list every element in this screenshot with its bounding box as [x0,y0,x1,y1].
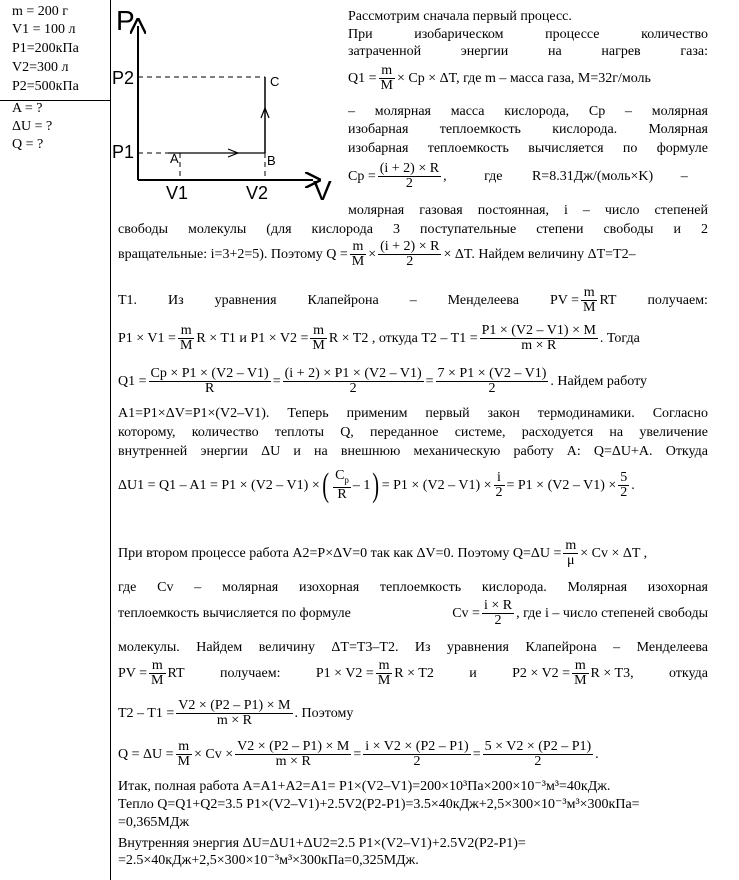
point-c-label: C [270,74,280,89]
fraction-q2-b: $\frac{i \times V2 \times (P2 - P1)}{2}$ [365,739,469,770]
fraction-m-over-m-7: $\frac{m}{M}$ [377,658,391,689]
fraction-q1-7: $\frac{7 \times P1 \times (V2 - V1)}{2}$ [437,366,547,397]
fraction-m-over-m-2: $\frac{m}{M}$ [351,239,365,270]
find-q: Q = ? [12,137,44,152]
solution-line-15: A1=P1×ΔV=P1×(V2–V1). Теперь применим первый закон термодинамики. Согласно [118,406,708,421]
solution-line-2: При изобарическом процессе количество [348,27,708,42]
fraction-i-r-over-2: $\frac{i \times R}{2}$ [483,598,513,629]
given-p1: P1=200кПа [12,41,79,56]
result-heat: Тепло Q=Q1+Q2=3.5 P1×(V2–V1)+2.5V2(P2-P1)=3.5×40кДж+2,5×300×10⁻³м³×300кПа= [118,797,640,812]
formula-du1: ΔU1 = Q1 – A1 = P1 × (V2 – V1) ×( $\frac{C_p}{R}$ – 1) = P1 × (V2 – V1) × $\frac{i}{2}$ = P1 × (V2 – V1) × $\frac{5}{2}$ . [118,466,635,504]
fraction-i-plus-2-r: $\frac{(i + 2) \times R}{2}$ [380,239,440,270]
q1-explanation: , где m – масса газа, M=32г/моль [456,71,651,86]
fraction-delta-t: $\frac{P1 \times (V2 - V1) \times M}{m \times R}$ [481,323,596,354]
solution-line-20: где Cv – молярная изохорная теплоемкость кислорода. Молярная изохорная [118,580,708,595]
formula-cp: Cp = $\frac{(i + 2) \times R}{2}$ , где R=8.31Дж/(моль×K) – [348,161,688,192]
formula-clapeyron-2: PV = $\frac{m}{M}$ RT получаем: P1 × V2 = $\frac{m}{M}$ R × T2 и P2 × V2 = $\frac{m}{M}$ R × T3, откуда [118,658,708,689]
solution-line-16: которому, количество теплоты Q, переданное системе, расходуется на увеличение [118,425,708,440]
formula-q1 [348,62,708,96]
result-work: Итак, полная работа A=A1+A2=A1= P1×(V2–V1)=200×10³Па×200×10⁻³м³=40кДж. [118,779,611,794]
solution-line-6: изобарная теплоемкость кислорода. Молярная [348,122,708,137]
fraction-delta-t-2: $\frac{V2 \times (P2 - P1) \times M}{m \times R}$ [178,698,291,729]
q1-rest: × Cp × ΔT [396,71,457,86]
formula-t2-t1-isochoric: T2 – T1 = $\frac{V2 \times (P2 - P1) \times M}{m \times R}$ . Поэтому [118,698,354,729]
given-v1: V1 = 100 л [12,22,76,37]
fraction-m-over-m-9: $\frac{m}{M}$ [177,739,190,770]
given-v2: V2=300 л [12,60,69,75]
solution-line-22: молекулы. Найдем величину ΔT=T3–T2. Из уравнения Клапейрона – Менделеева [118,640,708,655]
fraction-5-over-2: $\frac{5}{2}$ [620,470,628,501]
fraction-cp: $\frac{(i + 2) \times R}{2}$ [379,161,440,192]
find-a: A = ? [12,101,43,116]
solution-line-3: затраченной энергии на нагрев газа: [348,44,708,59]
fraction-m-over-m-6: $\frac{m}{M}$ [151,658,164,689]
v1-label: V1 [166,183,189,200]
solution-line-17: внутренней энергии ΔU и на внешнюю механическую работу A: Q=ΔU+A. Откуда [118,444,708,459]
find-du: ΔU = ? [12,119,53,134]
fraction-m-over-m-8: $\frac{m}{M}$ [574,658,587,689]
solution-line-7: изобарная теплоемкость вычисляется по формуле [348,141,708,156]
given-m: m = 200 г [12,4,69,19]
result-internal-energy-value: =2.5×40кДж+2,5×300×10⁻³м³×300кПа=0,325МДж. [118,853,419,868]
fraction-m-over-m-5: $\frac{m}{M}$ [312,323,325,354]
p2-label: P2 [112,68,135,88]
result-heat-value: =0,365МДж [118,815,190,830]
given-p2: P2=500кПа [12,79,79,94]
fraction-i-over-2: $\frac{i}{2}$ [495,470,503,501]
fraction-m-over-mu: $\frac{m}{\mu}$ [565,538,577,569]
fraction-cp-over-r: $\frac{C_p}{R}$ [335,468,349,503]
result-internal-energy: Внутренняя энергия ΔU=ΔU1+ΔU2=2.5 P1×(V2–V1)+2.5V2(P2-P1)= [118,836,526,851]
formula-q-isobaric: вращательные: i=3+2=5). Поэтому Q = $\frac{m}{M}$ × $\frac{(i + 2) \times R}{2}$ × ΔT. Найдем величину ΔT=T2– [118,239,636,270]
q1-label: Q1 = [348,71,377,86]
formula-q1-result: Q1 = $\frac{Cp \times P1 \times (V2 - V1)}{R}$ = $\frac{(i + 2) \times P1 \times (V2 - V1)}{2}$ = $\frac{7 \times P1 \times (V2 - V1)}{2}$ . Найдем работу [118,366,648,397]
fraction-q1-cp: $\frac{Cp \times P1 \times (V2 - V1)}{R}$ [150,366,269,397]
point-b-label: B [267,153,276,168]
fraction-m-over-m-4: $\frac{m}{M}$ [179,323,193,354]
fraction-m-over-m-3: $\frac{m}{M}$ [582,285,596,316]
formula-cv: теплоемкость вычисляется по формуле Cv = $\frac{i \times R}{2}$ , где i – число степеней свободы [118,598,708,629]
fraction-q2-c: $\frac{5 \times V2 \times (P2 - P1)}{2}$ [484,739,592,770]
formula-clapeyron: T1. Из уравнения Клапейрона – Менделеева PV = $\frac{m}{M}$ RT получаем: [118,285,708,316]
solution-line-10: свободы молекулы (для кислорода 3 поступательные степени свободы и 2 [118,222,708,237]
formula-q-isochoric: При втором процессе работа A2=P×ΔV=0 так как ΔV=0. Поэтому Q=ΔU = $\frac{m}{\mu}$ × Cv × ΔT , [118,538,648,569]
point-a-label: A [170,151,179,166]
fraction-m-over-m: $\frac{m}{M}$ [380,63,393,94]
solution-line-5: – молярная масса кислорода, Cp – молярная [348,104,708,119]
p-axis-label: P [116,5,135,36]
fraction-q1-i: $\frac{(i + 2) \times P1 \times (V2 - V1)}{2}$ [284,366,422,397]
formula-t2-t1: P1 × V1 = $\frac{m}{M}$ R × T1 и P1 × V2 = $\frac{m}{M}$ R × T2 , откуда T2 – T1 = $\frac{P1 \times (V2 - V1) \times M}{m \times R}$ . Тогда [118,323,640,354]
solution-line-1: Рассмотрим сначала первый процесс. [348,9,572,24]
v2-label: V2 [246,183,269,200]
given-data-panel [0,0,111,880]
v-axis-label: V [313,175,332,200]
fraction-q2-a: $\frac{V2 \times (P2 - P1) \times M}{m \times R}$ [237,739,350,770]
formula-q-du-isochoric: Q = ΔU = $\frac{m}{M}$ × Cv × $\frac{V2 \times (P2 - P1) \times M}{m \times R}$ = $\frac{i \times V2 \times (P2 - P1)}{2}$ = $\frac{5 \times V2 \times (P2 - P1)}{2}$ . [118,739,599,770]
p1-label: P1 [112,142,135,162]
solution-line-9: молярная газовая постоянная, i – число степеней [348,203,708,218]
pv-diagram [108,0,340,200]
